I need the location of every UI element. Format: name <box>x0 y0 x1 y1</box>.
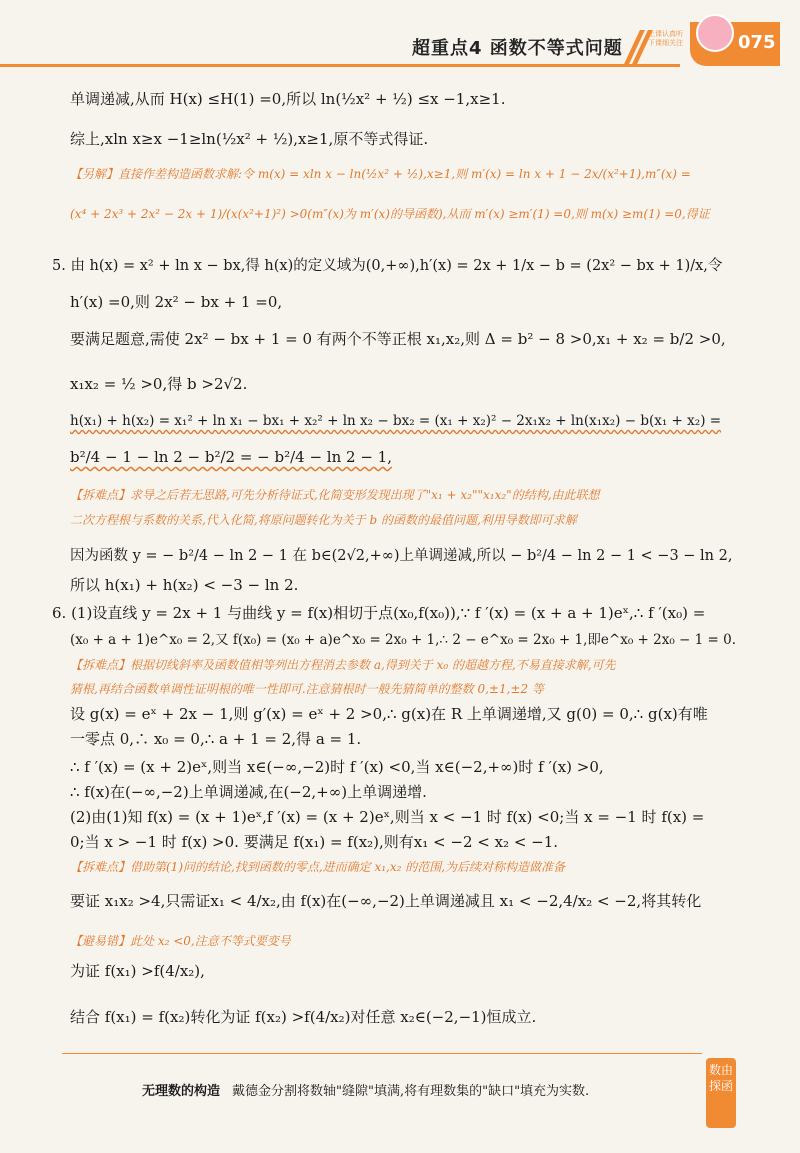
note-line: 【拆难点】根据切线斜率及函数值相等列出方程消去参数 a,得到关于 x₀ 的超越方程,不易直接求解,可先 <box>70 658 616 672</box>
header-title: 超重点4 函数不等式问题 <box>412 38 623 59</box>
text-line: 要满足题意,需使 2x² − bx + 1 = 0 有两个不等正根 x₁,x₂,则 Δ = b² − 8 >0,x₁ + x₂ = b/2 >0, <box>70 330 726 348</box>
flower-icon <box>696 14 734 52</box>
text-line: ∴ f(x)在(−∞,−2)上单调递减,在(−2,+∞)上单调递增. <box>70 783 427 801</box>
text-line: 0;当 x > −1 时 f(x) >0. 要满足 f(x₁) = f(x₂),则有x₁ < −2 < x₂ < −1. <box>70 833 559 851</box>
footer-rule <box>62 1053 702 1054</box>
text-line: 设 g(x) = eˣ + 2x − 1,则 g′(x) = eˣ + 2 >0,∴ g(x)在 R 上单调递增,又 g(0) = 0,∴ g(x)有唯 <box>70 705 708 723</box>
text-line: 综上,xln x≥x −1≥ln(½x² + ½),x≥1,原不等式得证. <box>70 130 429 148</box>
note-line: (x⁴ + 2x³ + 2x² − 2x + 1)/(x(x²+1)²) >0(m″(x)为 m′(x)的导函数),从而 m′(x) ≥m′(1) =0,则 m(x) ≥m(1) =0,得证 <box>70 207 710 221</box>
text-line: b²/4 − 1 − ln 2 − b²/2 = − b²/4 − ln 2 − 1, <box>70 448 392 466</box>
header-slogan: 上课认真听 下课细关注 <box>648 30 683 47</box>
text-line: 要证 x₁x₂ >4,只需证x₁ < 4/x₂,由 f(x)在(−∞,−2)上单调递减且 x₁ < −2,4/x₂ < −2,将其转化 <box>70 892 702 910</box>
text-line: x₁x₂ = ½ >0,得 b >2√2. <box>70 375 248 393</box>
header-rule <box>0 64 680 67</box>
side-tab: 数由探函 <box>706 1058 736 1128</box>
text-line: 为证 f(x₁) >f(4/x₂), <box>70 962 205 980</box>
text-line: 6. (1)设直线 y = 2x + 1 与曲线 y = f(x)相切于点(x₀,f(x₀)),∵ f ′(x) = (x + a + 1)eˣ,∴ f ′(x₀) = <box>52 604 706 622</box>
text-line: 所以 h(x₁) + h(x₂) < −3 − ln 2. <box>70 576 299 594</box>
text-line: 5. 由 h(x) = x² + ln x − bx,得 h(x)的定义域为(0,+∞),h′(x) = 2x + 1/x − b = (2x² − bx + 1)/x,令 <box>52 258 723 274</box>
footer-text: 戴德金分割将数轴"缝隙"填满,将有理数集的"缺口"填充为实数. <box>232 1084 590 1099</box>
text-line: 一零点 0,∴ x₀ = 0,∴ a + 1 = 2,得 a = 1. <box>70 730 362 748</box>
text-line: ∴ f ′(x) = (x + 2)eˣ,则当 x∈(−∞,−2)时 f ′(x) <0,当 x∈(−2,+∞)时 f ′(x) >0, <box>70 758 604 776</box>
text-line: 结合 f(x₁) = f(x₂)转化为证 f(x₂) >f(4/x₂)对任意 x₂∈(−2,−1)恒成立. <box>70 1008 537 1026</box>
note-line: 二次方程根与系数的关系,代入化简,将原问题转化为关于 b 的函数的最值问题,利用导数即可求解 <box>70 513 577 527</box>
text-line: 单调递减,从而 H(x) ≤H(1) =0,所以 ln(½x² + ½) ≤x −1,x≥1. <box>70 90 506 108</box>
note-line: 【避易错】此处 x₂ <0,注意不等式要变号 <box>70 934 291 948</box>
text-line: (2)由(1)知 f(x) = (x + 1)eˣ,f ′(x) = (x + 2)eˣ,则当 x < −1 时 f(x) <0;当 x = −1 时 f(x) = <box>70 808 705 826</box>
note-line: 【拆难点】借助第(1)问的结论,找到函数的零点,进而确定 x₁,x₂ 的范围,为后续对称构造做准备 <box>70 860 566 874</box>
page-number: 075 <box>738 32 776 53</box>
note-line: 猜根,再结合函数单调性证明根的唯一性即可.注意猜根时一般先猜简单的整数 0,±1,±2 等 <box>70 682 544 696</box>
text-line: h′(x) =0,则 2x² − bx + 1 =0, <box>70 293 283 311</box>
text-line: (x₀ + a + 1)e^x₀ = 2,又 f(x₀) = (x₀ + a)e^x₀ = 2x₀ + 1,∴ 2 − e^x₀ = 2x₀ + 1,即e^x₀ + 2x₀ − 1 = 0. <box>70 632 737 648</box>
note-line: 【拆难点】求导之后若无思路,可先分析待证式,化简变形发现出现了"x₁ + x₂""x₁x₂"的结构,由此联想 <box>70 488 600 502</box>
note-line: 【另解】直接作差构造函数求解:令 m(x) = xln x − ln(½x² + ½),x≥1,则 m′(x) = ln x + 1 − 2x/(x²+1),m″(x) = <box>70 167 691 181</box>
text-line: 因为函数 y = − b²/4 − ln 2 − 1 在 b∈(2√2,+∞)上单调递减,所以 − b²/4 − ln 2 − 1 < −3 − ln 2, <box>70 548 733 564</box>
text-line: h(x₁) + h(x₂) = x₁² + ln x₁ − bx₁ + x₂² + ln x₂ − bx₂ = (x₁ + x₂)² − 2x₁x₂ + ln(x₁x₂) − b(x₁ + x₂) = <box>70 413 722 429</box>
footer-title: 无理数的构造 <box>142 1084 221 1099</box>
